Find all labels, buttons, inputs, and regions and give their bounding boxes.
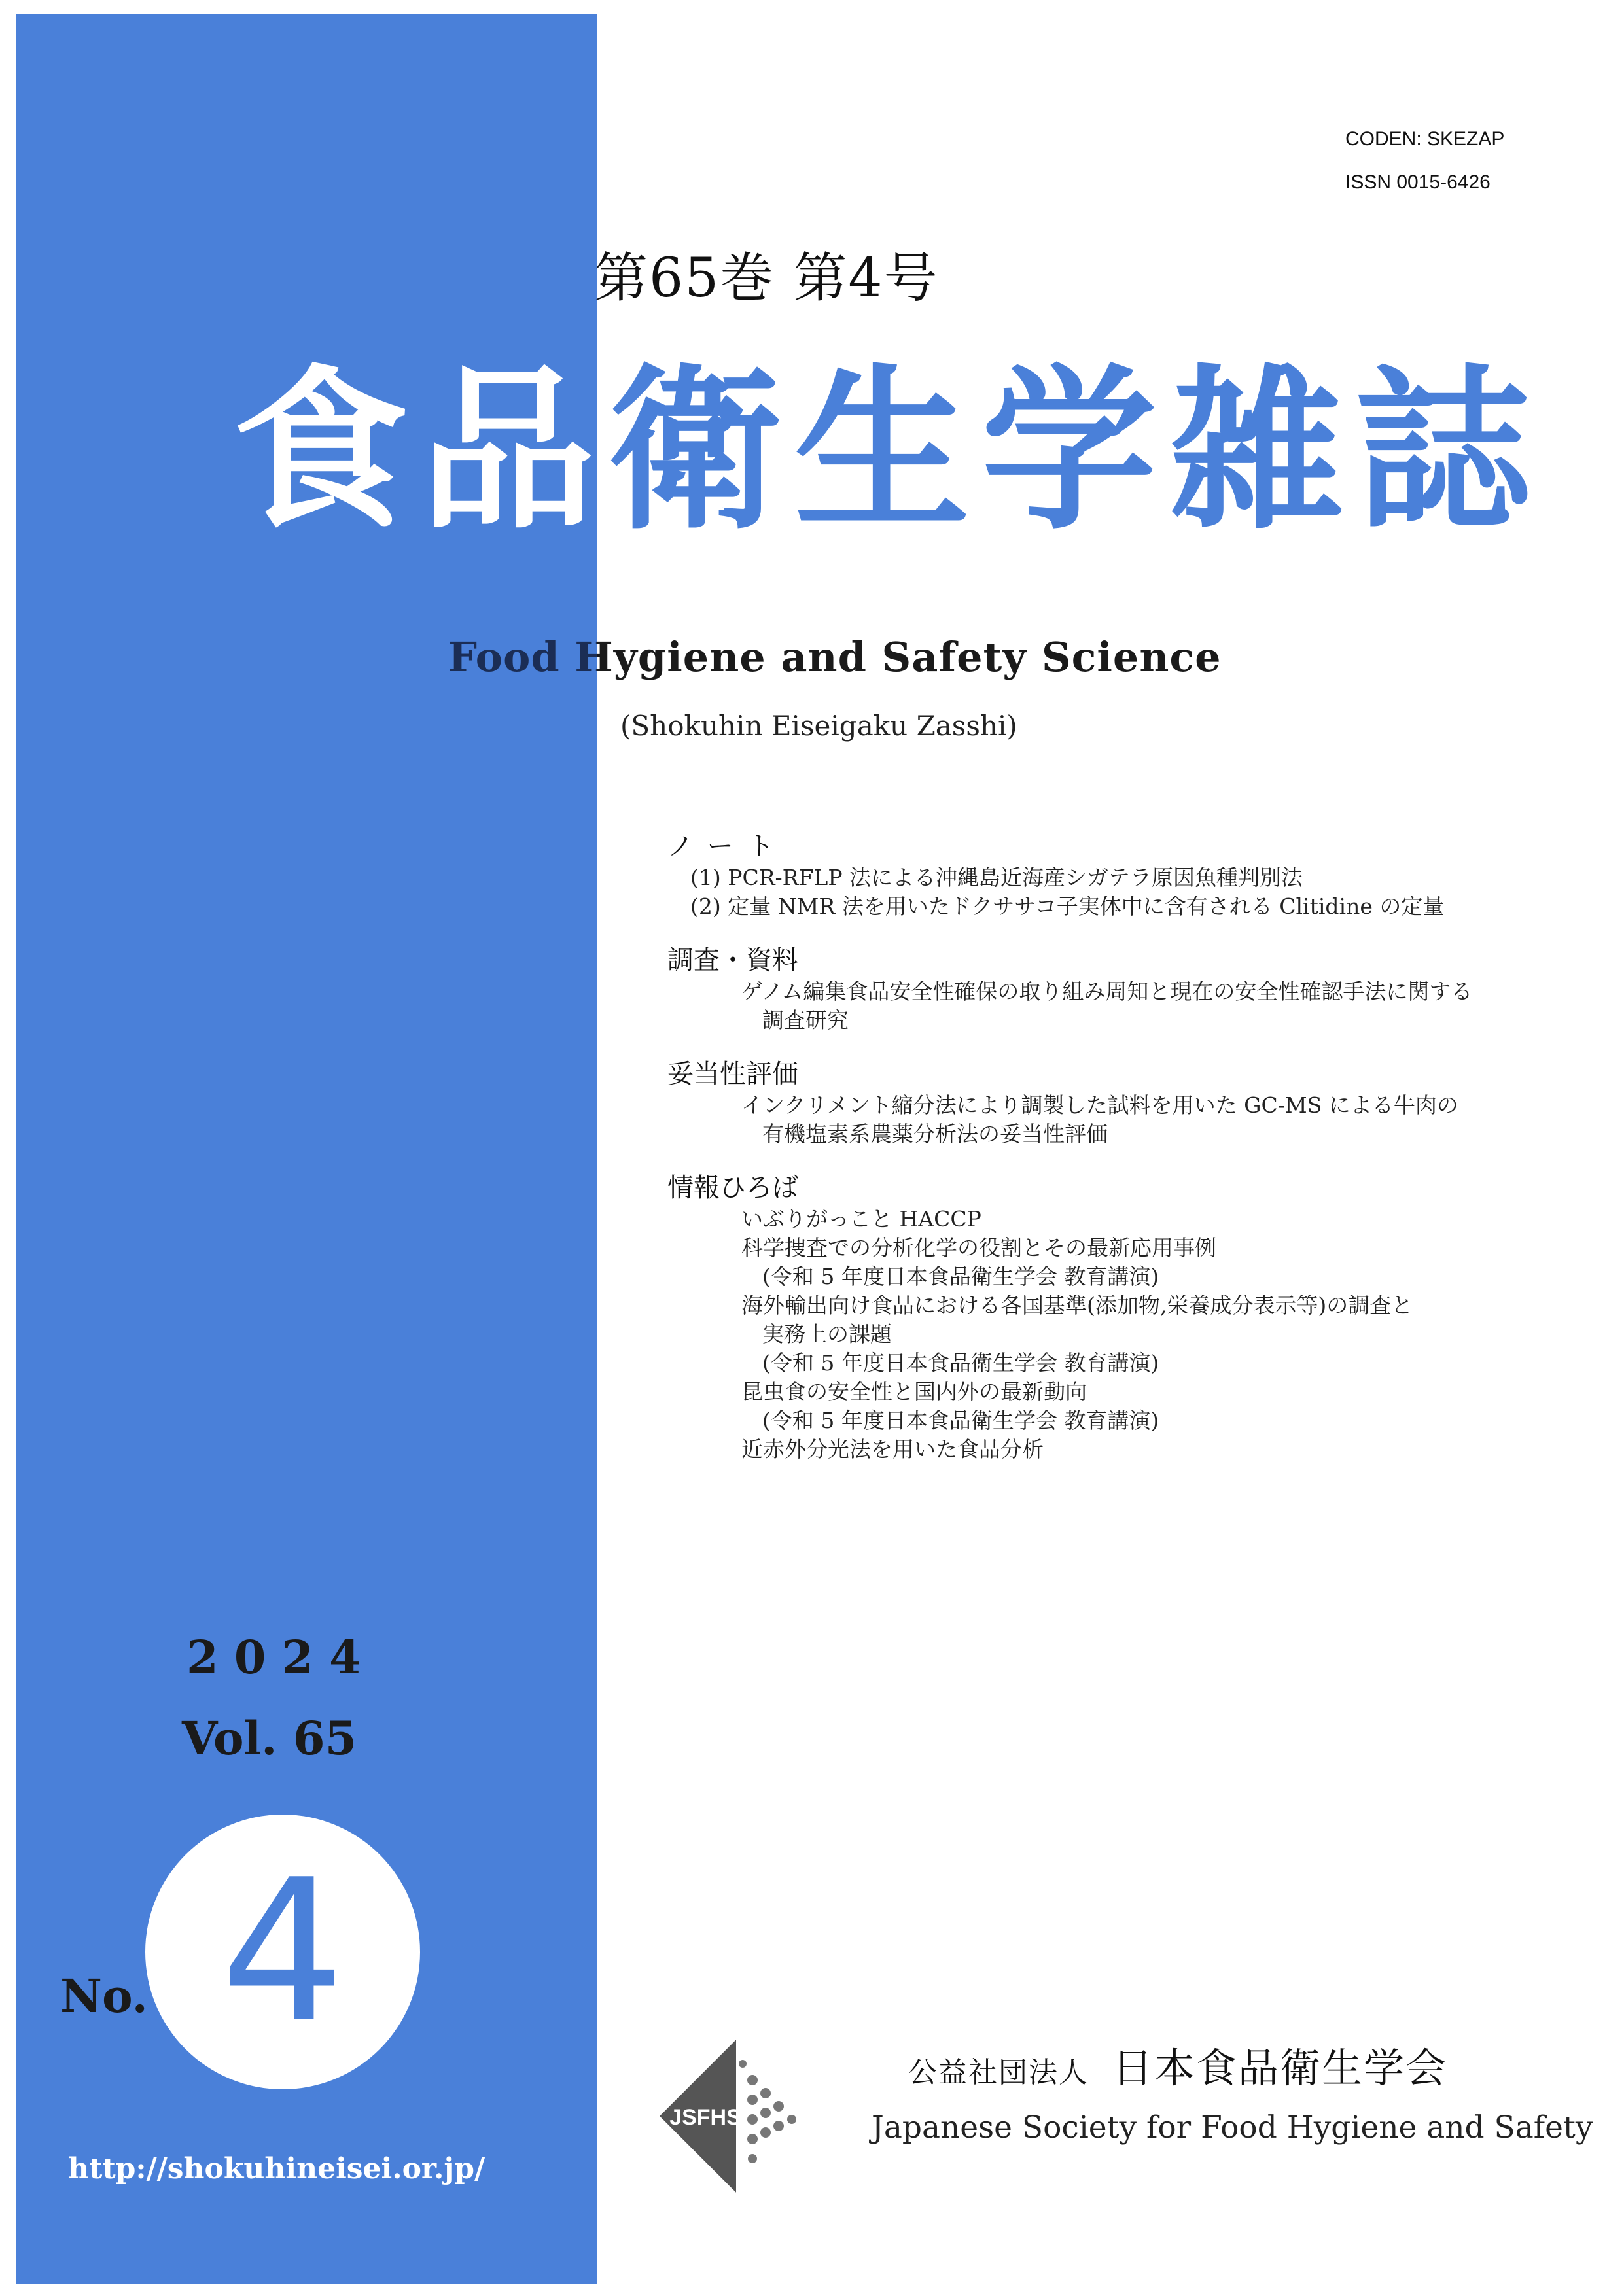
journal-title-en: Food Hygiene and Safety Science (448, 633, 1222, 681)
toc-item-note: (令和 5 年度日本食品衛生学会 教育講演) (762, 1264, 1159, 1289)
toc-item-note: (令和 5 年度日本食品衛生学会 教育講演) (762, 1350, 1159, 1376)
toc-heading-validation: 妥当性評価 (667, 1059, 798, 1089)
toc-item[interactable]: インクリメント縮分法により調製した試料を用いた GC-MS による牛肉の (741, 1092, 1458, 1118)
toc-item-note: (令和 5 年度日本食品衛生学会 教育講演) (762, 1408, 1159, 1433)
toc-item[interactable]: いぶりがっこと HACCP (741, 1206, 981, 1232)
toc-item[interactable]: 海外輸出向け食品における各国基準(添加物,栄養成分表示等)の調査と (741, 1293, 1413, 1318)
issue-year: 2024 (186, 1630, 377, 1684)
toc-section-validation (667, 1057, 1610, 1149)
toc-heading-survey: 調査・資料 (667, 945, 798, 975)
publisher-name-ja (908, 2036, 1447, 2094)
coden-code: CODEN: SKEZAP (1345, 128, 1505, 150)
toc-section-info (667, 1171, 1610, 1464)
toc-item[interactable]: (1) PCR-RFLP 法による沖縄島近海産シガテラ原因魚種判別法 (690, 865, 1303, 890)
issue-number-value: 4 (220, 1837, 345, 2066)
issn-number: ISSN 0015-6426 (1345, 171, 1491, 193)
toc-item[interactable]: 近赤外分光法を用いた食品分析 (741, 1436, 1044, 1462)
journal-title-ja: 食品衛生学雑誌 (233, 349, 1543, 553)
toc-item-continuation[interactable]: 調査研究 (762, 1007, 849, 1033)
table-of-contents (667, 829, 1610, 1486)
toc-section-survey (667, 943, 1610, 1035)
issue-number-circle (145, 1815, 420, 2089)
issue-volume: Vol. 65 (182, 1711, 357, 1765)
toc-section-notes (667, 829, 1610, 921)
publisher-type-ja: 公益社団法人 (908, 2056, 1089, 2089)
publisher-name-en: Japanese Society for Food Hygiene and Safety (872, 2110, 1593, 2146)
publisher-name-ja-text: 日本食品衛生学会 (1112, 2044, 1448, 2092)
journal-title-romaji: (Shokuhin Eiseigaku Zasshi) (620, 710, 1017, 742)
toc-item[interactable]: 昆虫食の安全性と国内外の最新動向 (741, 1379, 1087, 1404)
toc-heading-info: 情報ひろば (667, 1173, 798, 1203)
toc-item[interactable]: (2) 定量 NMR 法を用いたドクササコ子実体中に含有される Clitidine の定量 (690, 894, 1445, 919)
toc-item[interactable]: ゲノム編集食品安全性確保の取り組み周知と現在の安全性確認手法に関する (741, 979, 1473, 1004)
toc-item[interactable]: 科学捜査での分析化学の役割とその最新応用事例 (741, 1235, 1216, 1261)
toc-item-continuation[interactable]: 実務上の課題 (762, 1321, 892, 1347)
jsfhs-logo-icon (654, 2034, 818, 2198)
website-link[interactable]: http://shokuhineisei.or.jp/ (68, 2152, 485, 2185)
toc-heading-notes: ノート (667, 831, 788, 861)
logo-text: JSFHS (669, 2105, 741, 2130)
toc-item-continuation[interactable]: 有機塩素系農薬分析法の妥当性評価 (762, 1121, 1108, 1147)
issue-number-label: No. (60, 1969, 148, 2023)
volume-issue-heading: 第65巻 第4号 (594, 247, 939, 309)
